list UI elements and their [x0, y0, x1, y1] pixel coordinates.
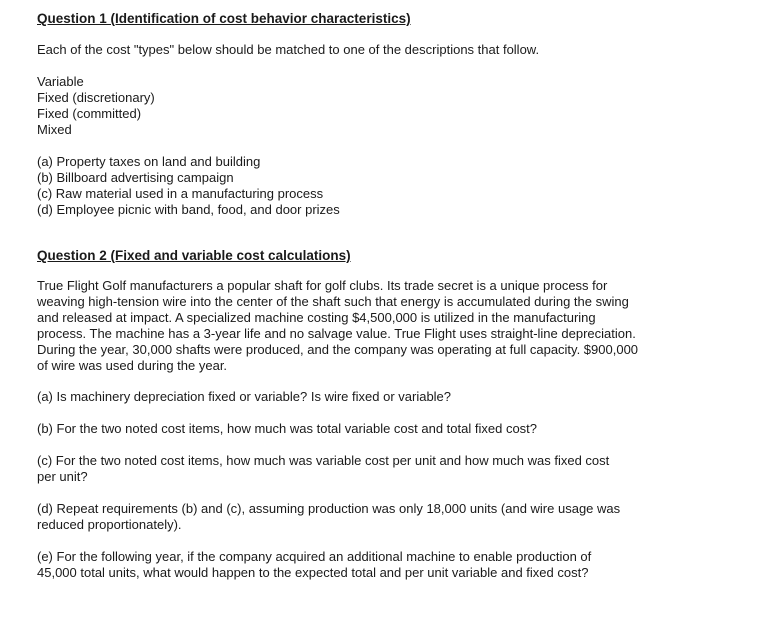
cost-type-item: Fixed (discretionary): [37, 90, 155, 105]
body-line: During the year, 30,000 shafts were produced, and the company was operating at full capacity. $900,000: [37, 342, 639, 357]
question-2-heading: Question 2 (Fixed and variable cost calculations): [37, 248, 351, 263]
body-line: True Flight Golf manufacturers a popular shaft for golf clubs. Its trade secret is a unique process for: [37, 278, 608, 293]
body-line: weaving high-tension wire into the center of the shaft such that energy is accumulated during the swing: [37, 294, 629, 309]
body-line: of wire was used during the year.: [37, 358, 228, 373]
question-1-heading: Question 1 (Identification of cost behavior characteristics): [37, 11, 411, 26]
cost-type-item: Variable: [37, 74, 84, 89]
cost-types-list: [37, 74, 737, 138]
requirement-c-line: per unit?: [37, 469, 88, 484]
cost-description-item: (b) Billboard advertising campaign: [37, 170, 234, 185]
requirement-e: [37, 549, 737, 581]
requirement-d-line: (d) Repeat requirements (b) and (c), assuming production was only 18,000 units (and wire usage was: [37, 501, 621, 516]
body-line: and released at impact. A specialized machine costing $4,500,000 is utilized in the manufacturing: [37, 310, 596, 325]
requirement-d-line: reduced proportionately).: [37, 517, 182, 532]
cost-type-item: Mixed: [37, 122, 72, 137]
requirement-b: (b) For the two noted cost items, how much was total variable cost and total fixed cost?: [37, 421, 538, 436]
question-2-body: [37, 278, 737, 374]
cost-description-item: (c) Raw material used in a manufacturing process: [37, 186, 324, 201]
cost-description-item: (d) Employee picnic with band, food, and door prizes: [37, 202, 340, 217]
cost-type-item: Fixed (committed): [37, 106, 142, 121]
cost-descriptions-list: [37, 154, 737, 218]
body-line: process. The machine has a 3-year life and no salvage value. True Flight uses straight-line depreciation.: [37, 326, 636, 341]
requirement-a: (a) Is machinery depreciation fixed or variable? Is wire fixed or variable?: [37, 389, 452, 404]
requirement-c: [37, 453, 737, 485]
requirement-d: [37, 501, 737, 533]
cost-description-item: (a) Property taxes on land and building: [37, 154, 261, 169]
requirement-e-line: 45,000 total units, what would happen to the expected total and per unit variable and fixed cost?: [37, 565, 589, 580]
document-page: [37, 10, 737, 581]
question-1-intro: Each of the cost "types" below should be matched to one of the descriptions that follow.: [37, 42, 540, 57]
requirement-e-line: (e) For the following year, if the company acquired an additional machine to enable production of: [37, 549, 592, 564]
requirement-c-line: (c) For the two noted cost items, how much was variable cost per unit and how much was fixed cost: [37, 453, 610, 468]
